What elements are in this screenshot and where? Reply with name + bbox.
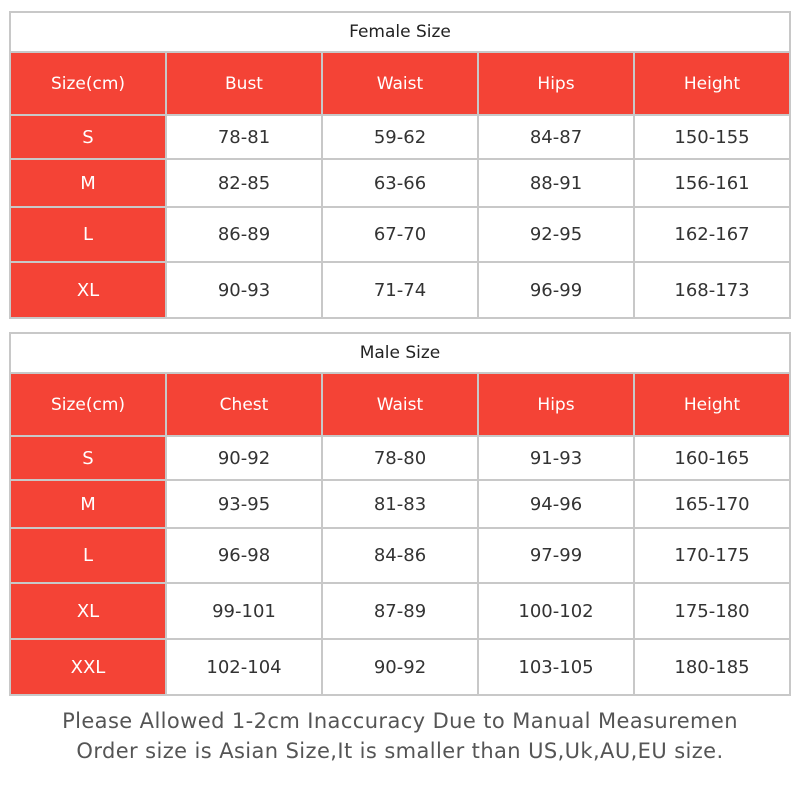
header-size: Size(cm): [10, 373, 166, 436]
cell-height: 150-155: [634, 115, 790, 159]
cell-waist: 59-62: [322, 115, 478, 159]
cell-waist: 78-80: [322, 436, 478, 480]
cell-hips: 84-87: [478, 115, 634, 159]
table-row: [10, 583, 790, 639]
size-label: S: [10, 436, 166, 480]
cell-height: 168-173: [634, 262, 790, 318]
size-label: S: [10, 115, 166, 159]
table-row: [10, 159, 790, 207]
table-title: Female Size: [10, 12, 790, 52]
cell-hips: 96-99: [478, 262, 634, 318]
table-row: [10, 436, 790, 480]
cell-waist: 71-74: [322, 262, 478, 318]
header-size: Size(cm): [10, 52, 166, 115]
table-title: Male Size: [10, 333, 790, 373]
cell-hips: 103-105: [478, 639, 634, 695]
male-size-table: [9, 332, 791, 696]
cell-hips: 92-95: [478, 207, 634, 262]
female-size-table: [9, 11, 791, 319]
cell-height: 175-180: [634, 583, 790, 639]
table-row: [10, 207, 790, 262]
size-label: L: [10, 528, 166, 583]
table-row: [10, 480, 790, 528]
size-label: M: [10, 159, 166, 207]
inaccuracy-note: Please Allowed 1-2cm Inaccuracy Due to Manual Measuremen: [62, 709, 738, 733]
cell-hips: 94-96: [478, 480, 634, 528]
cell-chest: 93-95: [166, 480, 322, 528]
cell-hips: 88-91: [478, 159, 634, 207]
table-row: [10, 262, 790, 318]
cell-hips: 97-99: [478, 528, 634, 583]
cell-bust: 90-93: [166, 262, 322, 318]
table-row: [10, 115, 790, 159]
size-label: M: [10, 480, 166, 528]
cell-waist: 87-89: [322, 583, 478, 639]
cell-height: 160-165: [634, 436, 790, 480]
size-label: L: [10, 207, 166, 262]
cell-chest: 99-101: [166, 583, 322, 639]
cell-height: 162-167: [634, 207, 790, 262]
cell-hips: 91-93: [478, 436, 634, 480]
cell-height: 170-175: [634, 528, 790, 583]
cell-bust: 86-89: [166, 207, 322, 262]
cell-height: 180-185: [634, 639, 790, 695]
table-title-row: [10, 333, 790, 373]
size-label: XL: [10, 262, 166, 318]
header-hips: Hips: [478, 52, 634, 115]
table-row: [10, 528, 790, 583]
header-hips: Hips: [478, 373, 634, 436]
size-label: XL: [10, 583, 166, 639]
header-chest: Chest: [166, 373, 322, 436]
cell-waist: 63-66: [322, 159, 478, 207]
cell-waist: 81-83: [322, 480, 478, 528]
table-header-row: [10, 52, 790, 115]
cell-waist: 84-86: [322, 528, 478, 583]
cell-chest: 102-104: [166, 639, 322, 695]
cell-bust: 78-81: [166, 115, 322, 159]
cell-waist: 67-70: [322, 207, 478, 262]
table-title-row: [10, 12, 790, 52]
size-label: XXL: [10, 639, 166, 695]
cell-height: 165-170: [634, 480, 790, 528]
header-height: Height: [634, 373, 790, 436]
table-header-row: [10, 373, 790, 436]
cell-chest: 90-92: [166, 436, 322, 480]
cell-height: 156-161: [634, 159, 790, 207]
header-height: Height: [634, 52, 790, 115]
header-waist: Waist: [322, 52, 478, 115]
cell-hips: 100-102: [478, 583, 634, 639]
header-bust: Bust: [166, 52, 322, 115]
cell-bust: 82-85: [166, 159, 322, 207]
cell-waist: 90-92: [322, 639, 478, 695]
table-row: [10, 639, 790, 695]
asian-size-note: Order size is Asian Size,It is smaller than US,Uk,AU,EU size.: [76, 739, 724, 763]
cell-chest: 96-98: [166, 528, 322, 583]
header-waist: Waist: [322, 373, 478, 436]
